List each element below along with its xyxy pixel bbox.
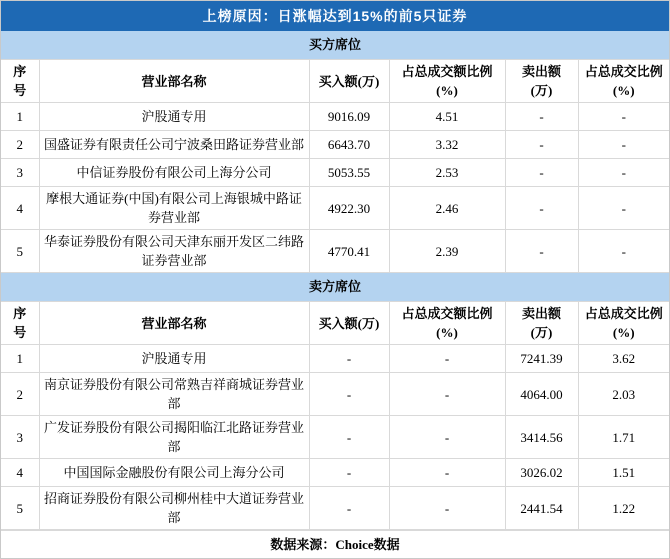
cell-sell-ratio: 1.51 <box>578 459 669 487</box>
buyer-section-header: 买方席位 <box>1 31 669 59</box>
cell-rank: 2 <box>1 373 39 416</box>
cell-buy-ratio: - <box>389 416 505 459</box>
cell-branch-name: 广发证券股份有限公司揭阳临江北路证券营业部 <box>39 416 309 459</box>
seller-table <box>1 301 669 530</box>
cell-branch-name: 华泰证券股份有限公司天津东丽开发区二纬路证券营业部 <box>39 230 309 273</box>
cell-sell-ratio: - <box>578 230 669 273</box>
table-row <box>1 159 669 187</box>
cell-sell-amount: 4064.00 <box>505 373 578 416</box>
cell-buy-amount: - <box>309 345 389 373</box>
cell-buy-amount: 6643.70 <box>309 131 389 159</box>
table-row <box>1 459 669 487</box>
cell-rank: 3 <box>1 416 39 459</box>
cell-branch-name: 中信证券股份有限公司上海分公司 <box>39 159 309 187</box>
cell-buy-ratio: 2.53 <box>389 159 505 187</box>
cell-branch-name: 招商证券股份有限公司柳州桂中大道证券营业部 <box>39 487 309 530</box>
cell-buy-ratio: - <box>389 459 505 487</box>
col-sell-ratio: 占总成交比例(%) <box>578 302 669 345</box>
cell-sell-ratio: - <box>578 131 669 159</box>
cell-branch-name: 南京证券股份有限公司常熟吉祥商城证券营业部 <box>39 373 309 416</box>
cell-buy-ratio: 2.39 <box>389 230 505 273</box>
cell-rank: 2 <box>1 131 39 159</box>
seller-header-row <box>1 302 669 345</box>
table-title: 上榜原因：日涨幅达到15%的前5只证券 <box>1 1 669 31</box>
table-row <box>1 230 669 273</box>
cell-buy-amount: - <box>309 487 389 530</box>
cell-sell-amount: - <box>505 103 578 131</box>
col-buy-ratio: 占总成交额比例(%) <box>389 60 505 103</box>
col-buy-ratio: 占总成交额比例(%) <box>389 302 505 345</box>
cell-buy-ratio: - <box>389 345 505 373</box>
cell-buy-amount: 9016.09 <box>309 103 389 131</box>
cell-sell-ratio: - <box>578 103 669 131</box>
cell-rank: 5 <box>1 487 39 530</box>
col-branch-name: 营业部名称 <box>39 302 309 345</box>
cell-sell-amount: 7241.39 <box>505 345 578 373</box>
cell-sell-amount: - <box>505 230 578 273</box>
col-buy-amount: 买入额(万) <box>309 60 389 103</box>
cell-rank: 3 <box>1 159 39 187</box>
buyer-table <box>1 59 669 273</box>
table-row <box>1 345 669 373</box>
table-row <box>1 487 669 530</box>
table-row <box>1 103 669 131</box>
cell-branch-name: 沪股通专用 <box>39 103 309 131</box>
seller-section-header: 卖方席位 <box>1 273 669 301</box>
cell-sell-ratio: 3.62 <box>578 345 669 373</box>
table-row <box>1 187 669 230</box>
cell-branch-name: 沪股通专用 <box>39 345 309 373</box>
cell-buy-ratio: 4.51 <box>389 103 505 131</box>
cell-sell-ratio: 1.71 <box>578 416 669 459</box>
col-branch-name: 营业部名称 <box>39 60 309 103</box>
cell-buy-ratio: - <box>389 487 505 530</box>
cell-sell-amount: 3414.56 <box>505 416 578 459</box>
cell-rank: 4 <box>1 187 39 230</box>
cell-rank: 1 <box>1 103 39 131</box>
cell-branch-name: 国盛证券有限责任公司宁波桑田路证券营业部 <box>39 131 309 159</box>
cell-buy-amount: 4922.30 <box>309 187 389 230</box>
table-row <box>1 416 669 459</box>
buyer-header-row <box>1 60 669 103</box>
cell-sell-amount: 2441.54 <box>505 487 578 530</box>
cell-branch-name: 摩根大通证券(中国)有限公司上海银城中路证券营业部 <box>39 187 309 230</box>
cell-sell-amount: - <box>505 187 578 230</box>
data-source: 数据来源：Choice数据 <box>1 530 669 558</box>
cell-branch-name: 中国国际金融股份有限公司上海分公司 <box>39 459 309 487</box>
col-sell-amount: 卖出额(万) <box>505 302 578 345</box>
cell-buy-ratio: 3.32 <box>389 131 505 159</box>
cell-sell-amount: - <box>505 159 578 187</box>
cell-buy-ratio: 2.46 <box>389 187 505 230</box>
cell-sell-ratio: 1.22 <box>578 487 669 530</box>
cell-rank: 5 <box>1 230 39 273</box>
table-row <box>1 373 669 416</box>
col-buy-amount: 买入额(万) <box>309 302 389 345</box>
table-row <box>1 131 669 159</box>
col-rank: 序号 <box>1 302 39 345</box>
cell-rank: 4 <box>1 459 39 487</box>
cell-buy-amount: - <box>309 416 389 459</box>
col-sell-ratio: 占总成交比例(%) <box>578 60 669 103</box>
cell-sell-ratio: - <box>578 187 669 230</box>
cell-sell-amount: - <box>505 131 578 159</box>
cell-buy-amount: - <box>309 459 389 487</box>
cell-rank: 1 <box>1 345 39 373</box>
col-sell-amount: 卖出额(万) <box>505 60 578 103</box>
cell-buy-amount: 4770.41 <box>309 230 389 273</box>
col-rank: 序号 <box>1 60 39 103</box>
cell-sell-ratio: - <box>578 159 669 187</box>
cell-buy-amount: 5053.55 <box>309 159 389 187</box>
cell-sell-amount: 3026.02 <box>505 459 578 487</box>
cell-sell-ratio: 2.03 <box>578 373 669 416</box>
cell-buy-ratio: - <box>389 373 505 416</box>
cell-buy-amount: - <box>309 373 389 416</box>
